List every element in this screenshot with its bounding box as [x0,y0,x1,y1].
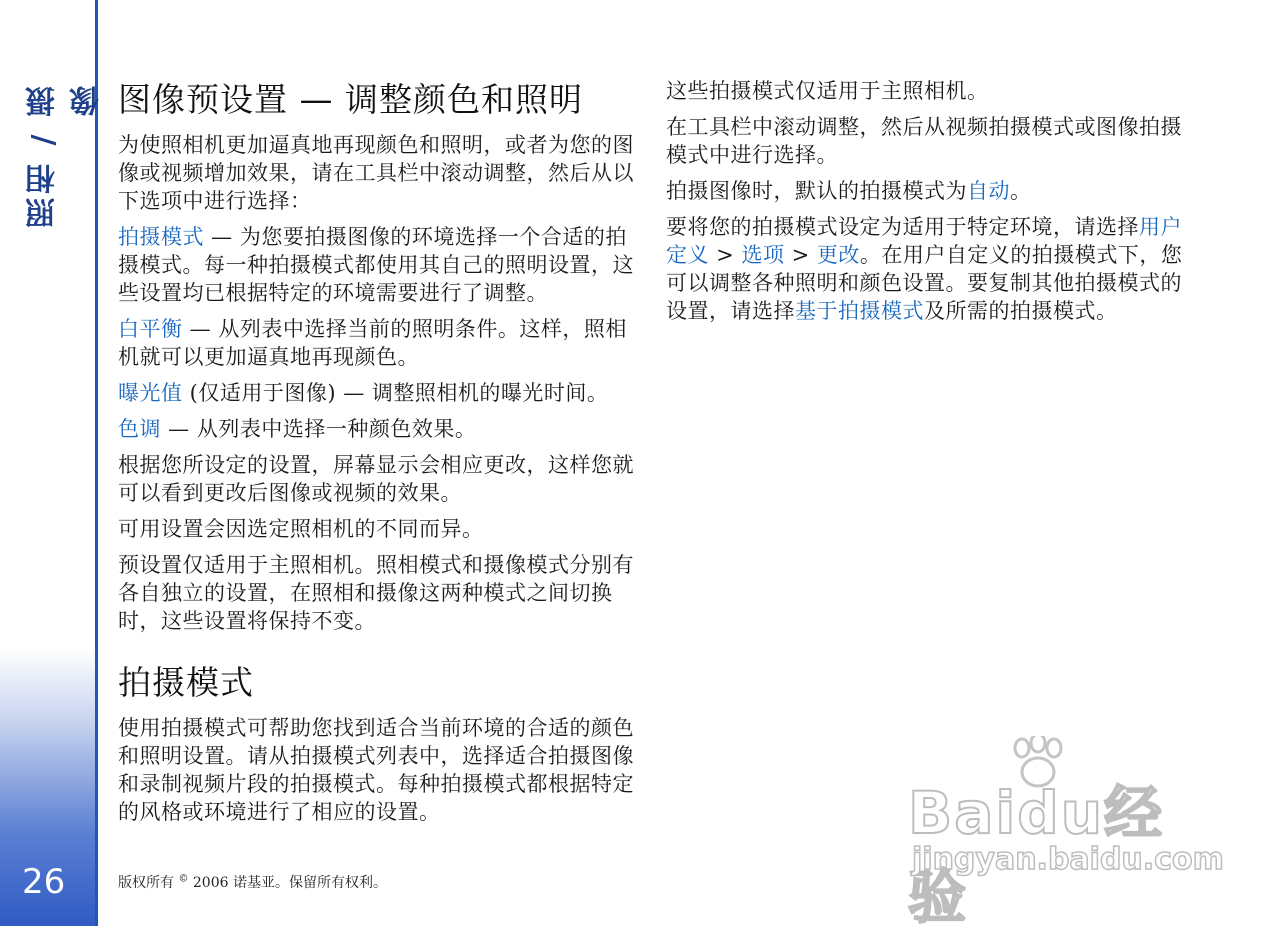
option-white-balance [118,315,638,371]
keyword-based-on-scene: 基于拍摄模式 [795,299,924,323]
display-paragraph: 根据您所设定的设置，屏幕显示会相应更改，这样您就可以看到更改后图像或视频的效果。 [118,453,634,505]
intro-paragraph: 为使照相机更加逼真地再现颜色和照明，或者为您的图像或视频增加效果，请在工具栏中滚动调整，然后从以下选项中进行选择： [118,133,634,213]
keyword-exposure: 曝光值 [118,381,183,405]
path-separator-1: > [709,243,742,267]
heading-scene-modes: 拍摄模式 [118,663,254,702]
option-scene-mode-text: — 为您要拍摄图像的环境选择一个合适的拍摄模式。每一种拍摄模式都使用其自己的照明设置，这些设置均已根据特定的环境需要进行了调整。 [118,225,634,305]
baidu-watermark [908,738,1224,931]
keyword-color-tone: 色调 [118,417,161,441]
section-title: 照相 / 摄像 [26,82,105,228]
footer-text-before: 版权所有 [118,875,179,891]
user-defined-text-3: 及所需的拍摄模式。 [924,299,1118,323]
right-column [666,77,1190,333]
option-color-tone-text: — 从列表中选择一种颜色效果。 [161,417,477,441]
keyword-change: 更改 [816,243,860,267]
option-scene-mode [118,223,638,307]
copyright-symbol: © [178,873,189,885]
option-exposure [118,379,638,407]
footer-text-after: 2006 诺基亚。保留所有权利。 [188,875,387,891]
right-paragraph-2: 在工具栏中滚动调整，然后从视频拍摄模式或图像拍摄模式中进行选择。 [666,115,1182,167]
sidebar [0,0,105,926]
keyword-white-balance: 白平衡 [118,317,183,341]
path-separator-2: > [784,243,817,267]
user-defined-text-2: 。在用户自定义的拍摄模式下，您可以调整各种照明和颜色设置。要复制其他拍摄模式的设置，请选择 [666,243,1183,323]
left-column [118,74,638,834]
right-paragraph-4 [666,213,1190,325]
page-number: 26 [22,862,66,902]
right-paragraph-1: 这些拍摄模式仅适用于主照相机。 [666,79,989,103]
keyword-auto: 自动 [967,179,1010,203]
scene-paragraph: 使用拍摄模式可帮助您找到适合当前环境的合适的颜色和照明设置。请从拍摄模式列表中，选择适合拍摄图像和录制视频片段的拍摄模式。每种拍摄模式都根据特定的风格或环境进行了相应的设置。 [118,716,634,824]
option-exposure-text: (仅适用于图像) — 调整照相机的曝光时间。 [182,381,609,405]
presets-paragraph: 预设置仅适用于主照相机。照相模式和摄像模式分别有各自独立的设置，在照相和摄像这两种模式之间切换时，这些设置将保持不变。 [118,553,634,633]
keyword-scene-mode: 拍摄模式 [118,225,204,249]
heading-image-presets: 图像预设置 — 调整颜色和照明 [118,80,583,119]
watermark-logo: Baidu经验 [908,779,1165,931]
keyword-user-defined: 用户定义 [666,215,1182,267]
default-mode-text: 拍摄图像时，默认的拍摄模式为 [666,179,967,203]
right-paragraph-3 [666,177,1190,205]
option-white-balance-text: — 从列表中选择当前的照明条件。这样，照相机就可以更加逼真地再现颜色。 [118,317,627,369]
user-defined-text-1: 要将您的拍摄模式设定为适用于特定环境，请选择 [666,215,1139,239]
watermark-url: jingyan.baidu.com [912,842,1224,877]
available-paragraph: 可用设置会因选定照相机的不同而异。 [118,517,484,541]
option-color-tone [118,415,638,443]
keyword-options: 选项 [741,243,785,267]
copyright-footer [118,872,387,892]
default-mode-end: 。 [1010,179,1032,203]
